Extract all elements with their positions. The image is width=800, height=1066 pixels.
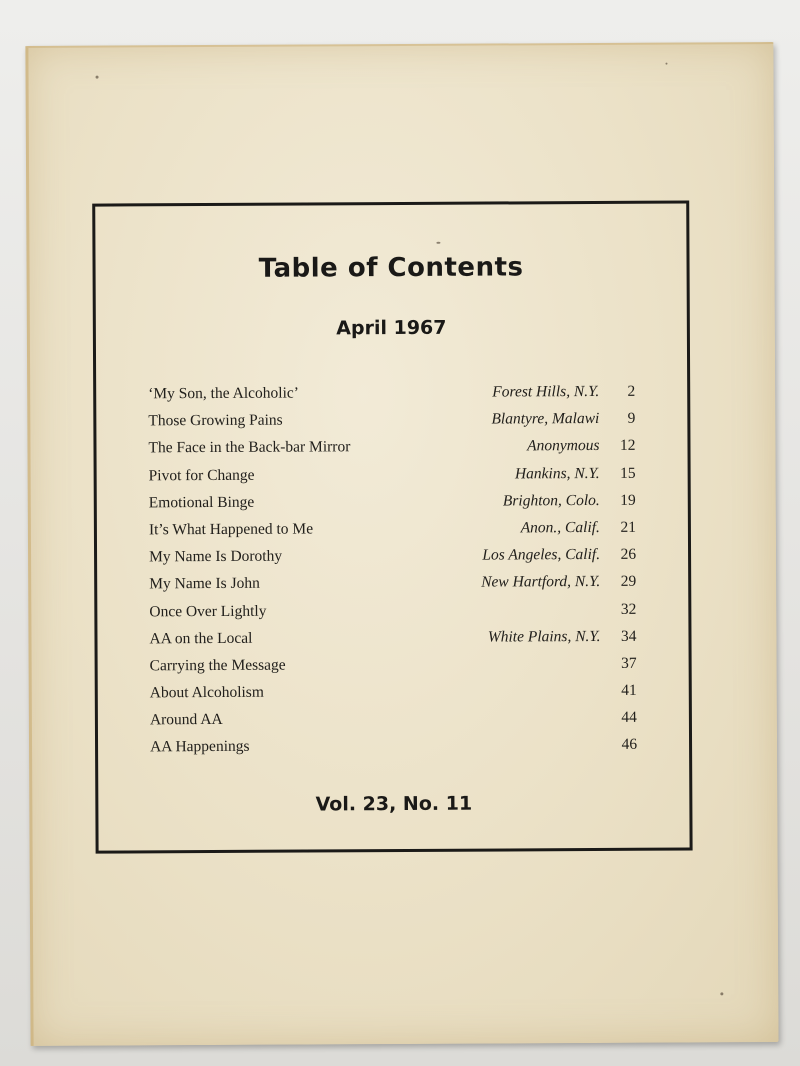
table-of-contents-frame (92, 200, 692, 853)
toc-entry (148, 378, 635, 408)
toc-entry (149, 487, 636, 517)
toc-entry (148, 432, 635, 462)
article-source: Blantyre, Malawi (491, 410, 600, 428)
article-page: 15 (620, 464, 636, 482)
magazine-back-cover (25, 42, 778, 1046)
article-page: 9 (627, 409, 636, 428)
article-source: Los Angeles, Calif. (482, 546, 601, 564)
article-title: About Alcoholism (149, 683, 264, 702)
toc-entry (149, 568, 636, 598)
article-source: New Hartford, N.Y. (481, 573, 601, 591)
toc-entry (150, 650, 637, 680)
article-page: 19 (620, 491, 636, 509)
article-page: 26 (620, 545, 637, 563)
article-source: Forest Hills, N.Y. (492, 382, 600, 401)
article-page: 29 (620, 573, 637, 591)
article-title: My Name Is Dorothy (149, 547, 283, 566)
toc-entry (149, 622, 636, 652)
toc-entry (150, 677, 637, 707)
article-page: 44 (621, 709, 637, 727)
toc-entry (149, 595, 636, 625)
article-title: Carrying the Message (149, 656, 286, 675)
article-source: White Plains, N.Y. (487, 627, 601, 646)
article-page: 12 (619, 437, 636, 455)
volume-number: Vol. 23, No. 11 (315, 792, 473, 816)
article-title: Pivot for Change (148, 466, 255, 484)
article-title: Around AA (149, 711, 223, 729)
issue-date: April 1967 (336, 316, 447, 340)
article-title: It’s What Happened to Me (148, 520, 314, 539)
toc-list (148, 378, 637, 761)
article-title: Emotional Binge (148, 493, 255, 512)
article-source: Anon., Calif. (520, 518, 600, 537)
toc-entry (149, 459, 636, 489)
article-title: AA on the Local (149, 629, 253, 648)
article-page: 21 (620, 518, 636, 536)
article-page: 46 (621, 736, 638, 754)
toc-entry (150, 731, 637, 761)
toc-entry (148, 405, 635, 435)
toc-entry (149, 514, 636, 544)
toc-entry (149, 541, 636, 571)
article-page: 2 (627, 382, 636, 400)
toc-title: Table of Contents (258, 252, 524, 284)
toc-entry (150, 704, 637, 734)
article-title: The Face in the Back-bar Mirror (148, 438, 351, 457)
article-source: Hankins, N.Y. (514, 464, 600, 482)
article-page: 34 (620, 627, 637, 645)
article-title: Those Growing Pains (148, 411, 283, 430)
article-title: AA Happenings (150, 738, 250, 756)
paper-speck (96, 76, 99, 79)
article-page: 37 (621, 654, 637, 672)
article-source: Anonymous (527, 437, 600, 455)
article-page: 32 (620, 600, 637, 618)
article-page: 41 (621, 681, 637, 699)
article-title: My Name Is John (149, 575, 260, 593)
article-title: Once Over Lightly (149, 602, 267, 620)
paper-speck (665, 63, 667, 65)
article-title: ‘My Son, the Alcoholic’ (148, 384, 299, 403)
paper-speck (720, 992, 723, 995)
article-source: Brighton, Colo. (502, 491, 600, 510)
